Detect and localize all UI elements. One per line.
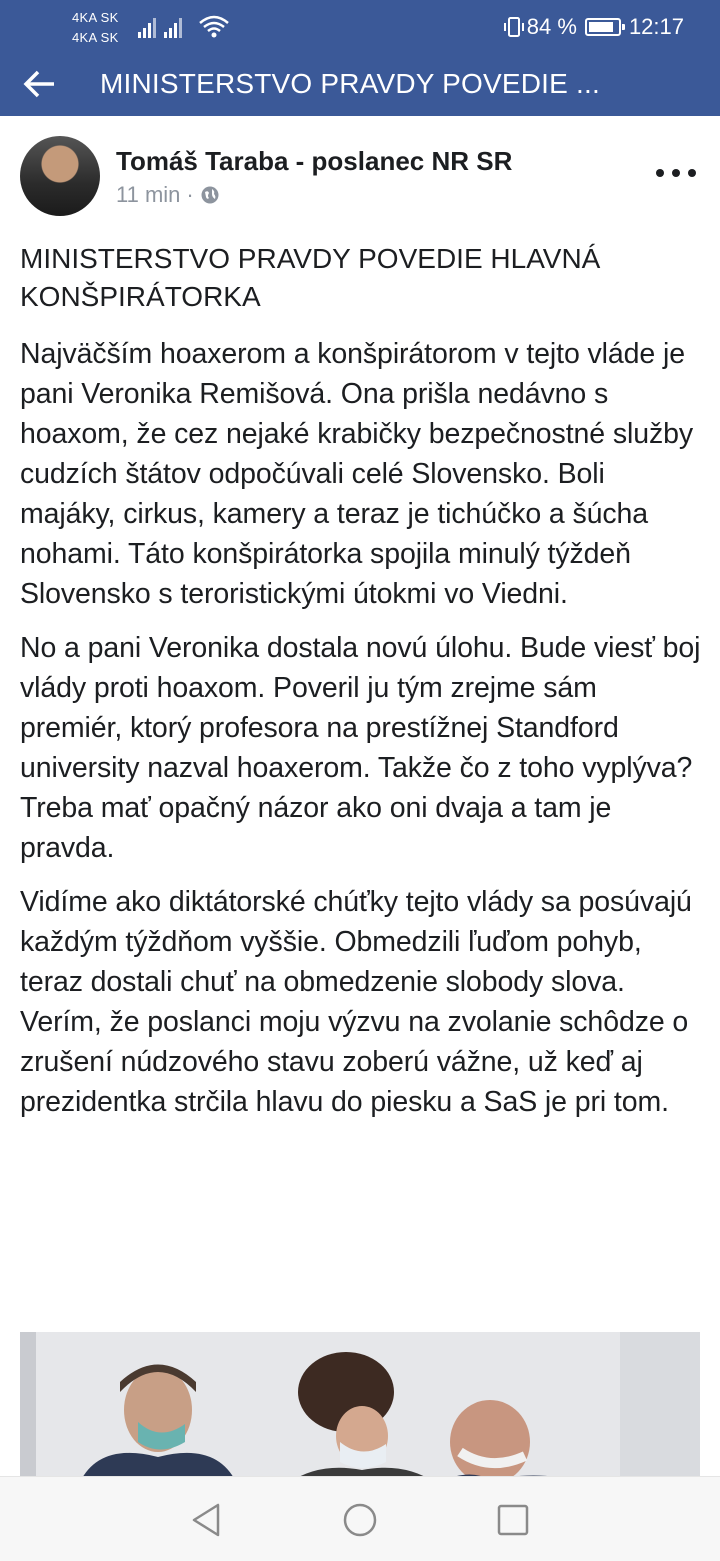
more-dot (688, 169, 696, 177)
author-name[interactable]: Tomáš Taraba - poslanec NR SR (116, 146, 513, 176)
battery-percent: 84 % (526, 14, 577, 39)
circle-home-icon[interactable] (341, 1501, 379, 1539)
battery-icon (585, 18, 621, 36)
arrow-left-icon[interactable] (22, 68, 56, 100)
post-paragraph: Najväčším hoaxerom a konšpirátorom v tejto vláde je pani Veronika Remišová. Ona prišla nedávno s hoaxom, že cez nejaké krabičky bezpečnostné služby cudzích štátov odpočúvali celé Slovensko. Boli majáky, cirkus, kamery a teraz je tichúčko a šúcha nohami. Táto konšpirátorka spojila minulý týždeň Slovensko s teroristickými útokmi vo Viedni. (20, 338, 694, 610)
status-bar (0, 0, 720, 52)
globe-icon (200, 185, 220, 205)
status-right (503, 13, 684, 41)
wifi-icon (198, 14, 230, 40)
vibrate-icon (503, 15, 525, 39)
photo-illustration (20, 1332, 700, 1482)
post-card (0, 116, 720, 1476)
square-recent-icon[interactable] (494, 1501, 532, 1539)
avatar[interactable] (20, 136, 100, 216)
clock: 12:17 (628, 14, 684, 39)
signal-icon (136, 14, 184, 40)
more-dot (656, 169, 664, 177)
more-dot (672, 169, 680, 177)
post-paragraph: No a pani Veronika dostala novú úlohu. Bude viesť boj vlády proti hoaxom. Poveril ju tým zrejme sám premiér, ktorý profesora na prestížnej Standford university nazval hoaxerom. Takže čo z toho vyplýva? Treba mať opačný názor ako oni dvaja a tam je pravda. (20, 632, 701, 864)
carrier-1: 4KA SK (72, 10, 119, 25)
post-photo[interactable] (20, 1332, 700, 1482)
page-title: MINISTERSTVO PRAVDY POVEDIE ... (100, 68, 600, 99)
post-headline: MINISTERSTVO PRAVDY POVEDIE HLAVNÁ KONŠPIRÁTORKA (20, 243, 601, 312)
post-time[interactable]: 11 min (116, 182, 181, 207)
carrier-2: 4KA SK (72, 30, 119, 45)
post-meta (116, 182, 220, 208)
more-options-icon[interactable] (656, 166, 696, 180)
meta-separator: · (186, 182, 194, 207)
post-body (20, 240, 706, 1136)
app-header (0, 52, 720, 116)
navigation-bar (0, 1476, 720, 1561)
post-paragraph: Vidíme ako diktátorské chúťky tejto vlády sa posúvajú každým týždňom vyššie. Obmedzili ľuďom pohyb, teraz dostali chuť na obmedzenie slobody slova. Verím, že poslanci moju výzvu na zvolanie schôdze o zrušení núdzového stavu zoberú vážne, už keď aj prezidentka strčila hlavu do piesku a SaS je pri tom. (20, 886, 692, 1118)
carrier-labels (72, 8, 119, 48)
triangle-back-icon[interactable] (188, 1501, 226, 1539)
